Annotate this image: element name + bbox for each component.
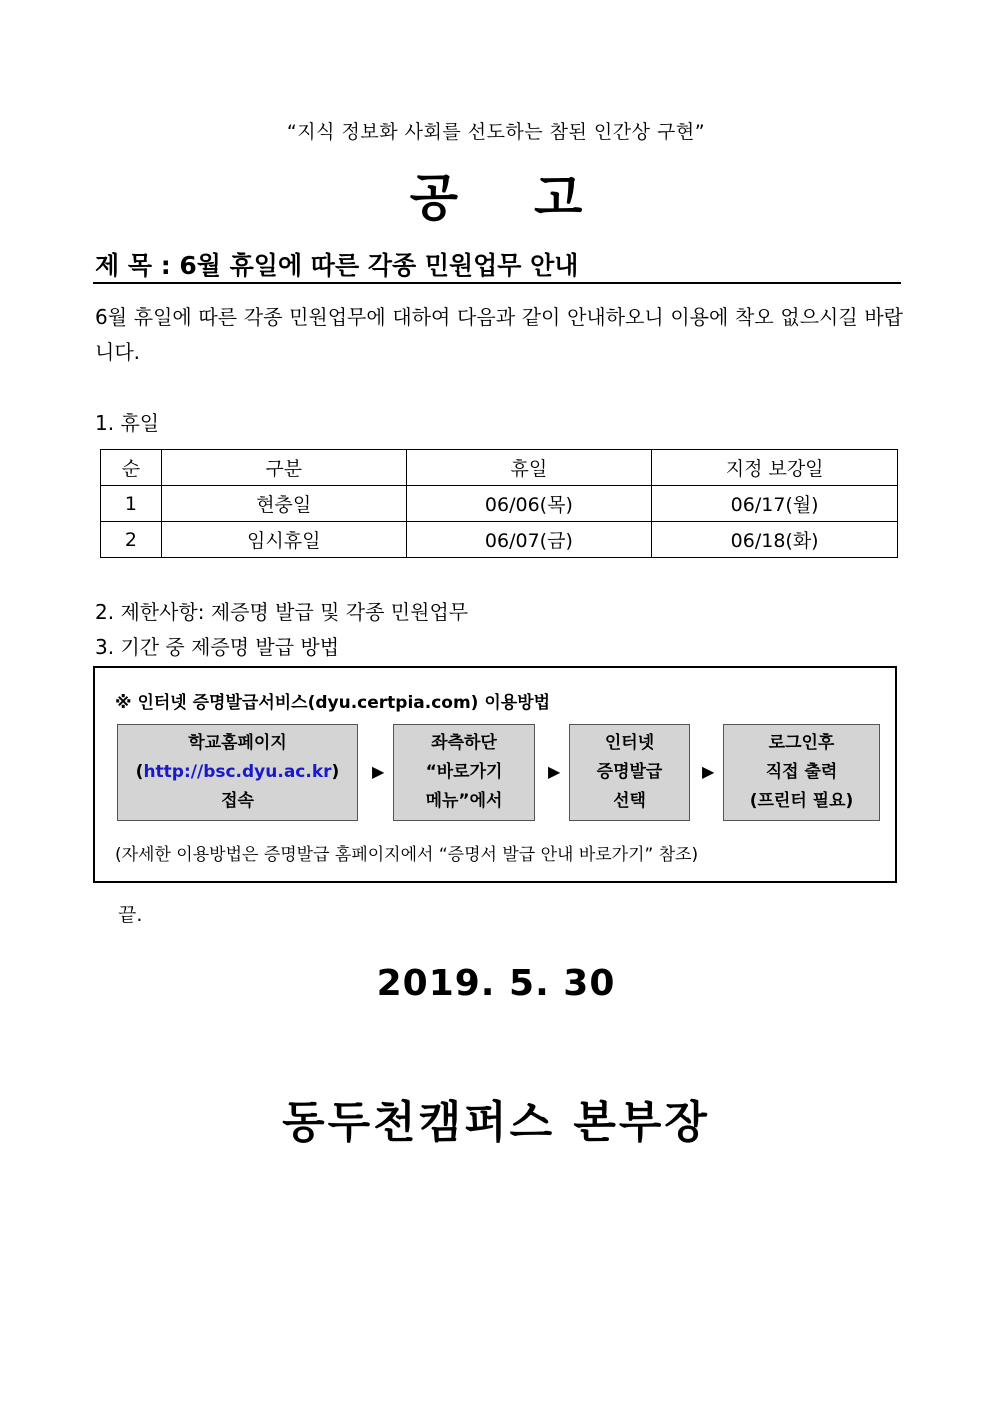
table-cell: 06/06(목)	[406, 486, 652, 522]
table-cell: 06/07(금)	[406, 522, 652, 558]
step-print	[723, 724, 880, 821]
arrow-right-icon: ▶	[702, 762, 715, 781]
arrow-right-icon: ▶	[372, 762, 385, 781]
table-header-cell: 지정 보강일	[652, 450, 898, 486]
section-3-heading: 3. 기간 중 제증명 발급 방법	[95, 635, 340, 659]
step-line: 선택	[613, 791, 646, 811]
end-mark: 끝.	[118, 904, 143, 926]
table-row	[101, 486, 898, 522]
step-line: 증명발급	[596, 762, 663, 782]
guide-box-title: ※ 인터넷 증명발급서비스(dyu.certpia.com) 이용방법	[115, 693, 551, 713]
step-line: (프린터 필요)	[749, 791, 854, 811]
table-cell: 현충일	[161, 486, 406, 522]
signer: 동두천캠퍼스 본부장	[282, 1097, 710, 1148]
table-cell: 1	[101, 486, 162, 522]
table-cell: 2	[101, 522, 162, 558]
title-char-1: 공	[409, 169, 458, 227]
step-select-service	[569, 724, 690, 821]
homepage-link[interactable]: http://bsc.dyu.ac.kr	[143, 762, 332, 782]
table-header-cell: 휴일	[406, 450, 652, 486]
step-line: 로그인후	[768, 733, 835, 753]
table-cell: 임시휴일	[161, 522, 406, 558]
slogan: “지식 정보화 사회를 선도하는 참된 인간상 구현”	[286, 121, 706, 143]
step-line: 접속	[221, 791, 254, 811]
intro-paragraph: 6월 휴일에 따른 각종 민원업무에 대하여 다음과 같이 안내하오니 이용에 착오 없으시길 바랍니다.	[95, 305, 903, 364]
subject-underline	[93, 282, 901, 284]
step-line: 직접 출력	[765, 762, 838, 782]
table-row	[101, 522, 898, 558]
step-homepage	[117, 724, 358, 821]
step-text: (	[135, 762, 144, 782]
step-line: 학교홈페이지	[188, 733, 287, 753]
subject-heading: 제 목 : 6월 휴일에 따른 각종 민원업무 안내	[95, 251, 579, 280]
step-text: )	[331, 762, 340, 782]
notice-date: 2019. 5. 30	[376, 963, 616, 1004]
title-char-2: 고	[534, 169, 583, 227]
step-line: 좌측하단	[431, 733, 497, 753]
holiday-table	[100, 449, 898, 558]
section-2-heading: 2. 제한사항: 제증명 발급 및 각종 민원업무	[95, 600, 469, 624]
table-header-cell: 구분	[161, 450, 406, 486]
certificate-guide-box	[93, 666, 897, 883]
page-title	[0, 158, 992, 230]
section-1-heading: 1. 휴일	[95, 411, 160, 435]
table-cell: 06/18(화)	[652, 522, 898, 558]
table-header-cell: 순	[101, 450, 162, 486]
step-shortcut-menu	[393, 724, 535, 821]
arrow-right-icon: ▶	[548, 762, 561, 781]
table-header-row	[101, 450, 898, 486]
step-line: “바로가기	[425, 762, 503, 782]
table-cell: 06/17(월)	[652, 486, 898, 522]
guide-note: (자세한 이용방법은 증명발급 홈페이지에서 “증명서 발급 안내 바로가기” 참조)	[115, 845, 699, 865]
step-line: 메뉴”에서	[425, 791, 503, 811]
step-line: 인터넷	[604, 733, 655, 753]
step-line	[118, 758, 357, 787]
